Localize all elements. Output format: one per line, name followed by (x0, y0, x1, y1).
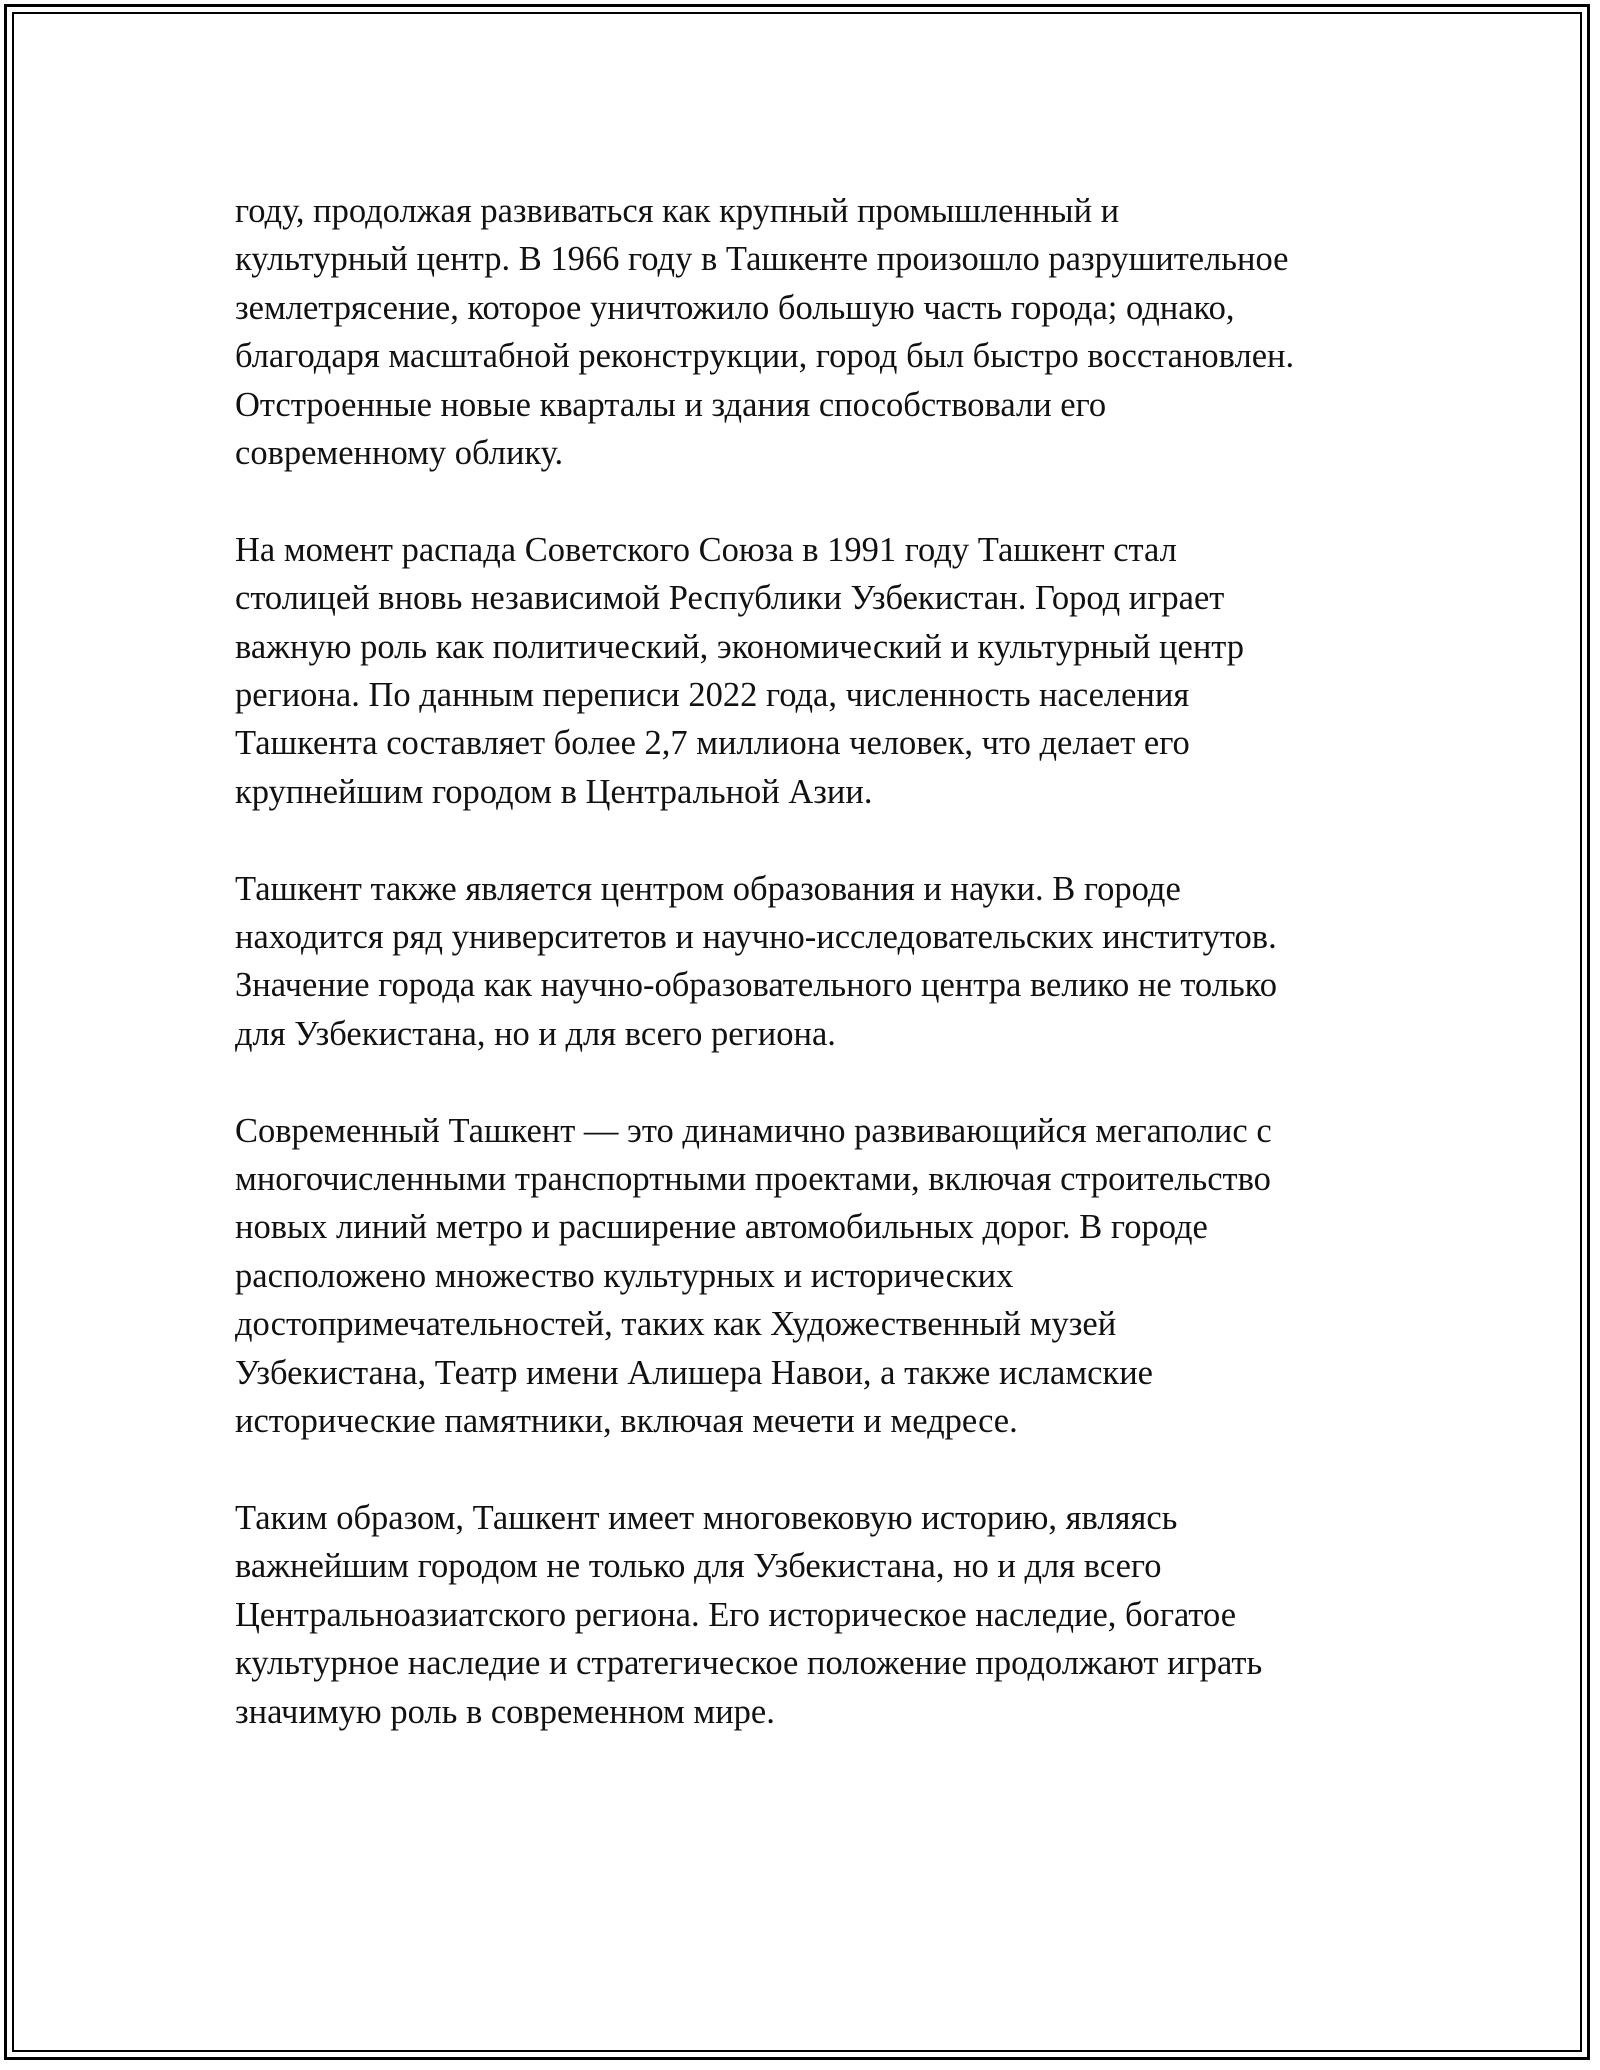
paragraph-5: Таким образом, Ташкент имеет многовековую историю, являясь важнейшим городом не только для Узбекистана, но и для всего Центральноазиатского региона. Его историческое наследие, богатое культурное наследие и стратегическое положение продолжают играть значимую роль в современном мире. (235, 1498, 1263, 1731)
paragraph-1: году, продолжая развиваться как крупный промышленный и культурный центр. В 1966 году в Ташкенте произошло разрушительное землетрясение, которое уничтожило большую часть города; однако, благодаря масштабной реконструкции, город был быстро восстановлен. Отстроенные новые кварталы и здания способствовали его современному облику. (235, 192, 1295, 473)
paragraph-4: Современный Ташкент — это динамично развивающийся мегаполис с многочисленными транспортными проектами, включая строительство новых линий метро и расширение автомобильных дорог. В городе расположено множество культурных и исторических достопримечательностей, таких как Художественный музей Узбекистана, Театр имени Алишера Навои, а также исламские исторические памятники, включая мечети и медресе. (235, 1111, 1272, 1441)
paragraph-3: Ташкент также является центром образования и науки. В городе находится ряд университетов и научно-исследовательских институтов. Значение города как научно-образовательного центра велико не только для Узбекистана, но и для всего региона. (235, 869, 1277, 1053)
document-body (235, 187, 1400, 1784)
paragraph-2: На момент распада Советского Союза в 1991 году Ташкент стал столицей вновь независимой Республики Узбекистан. Город играет важную роль как политический, экономический и культурный центр региона. По данным переписи 2022 года, численность населения Ташкента составляет более 2,7 миллиона человек, что делает его крупнейшим городом в Центральной Азии. (235, 530, 1245, 811)
